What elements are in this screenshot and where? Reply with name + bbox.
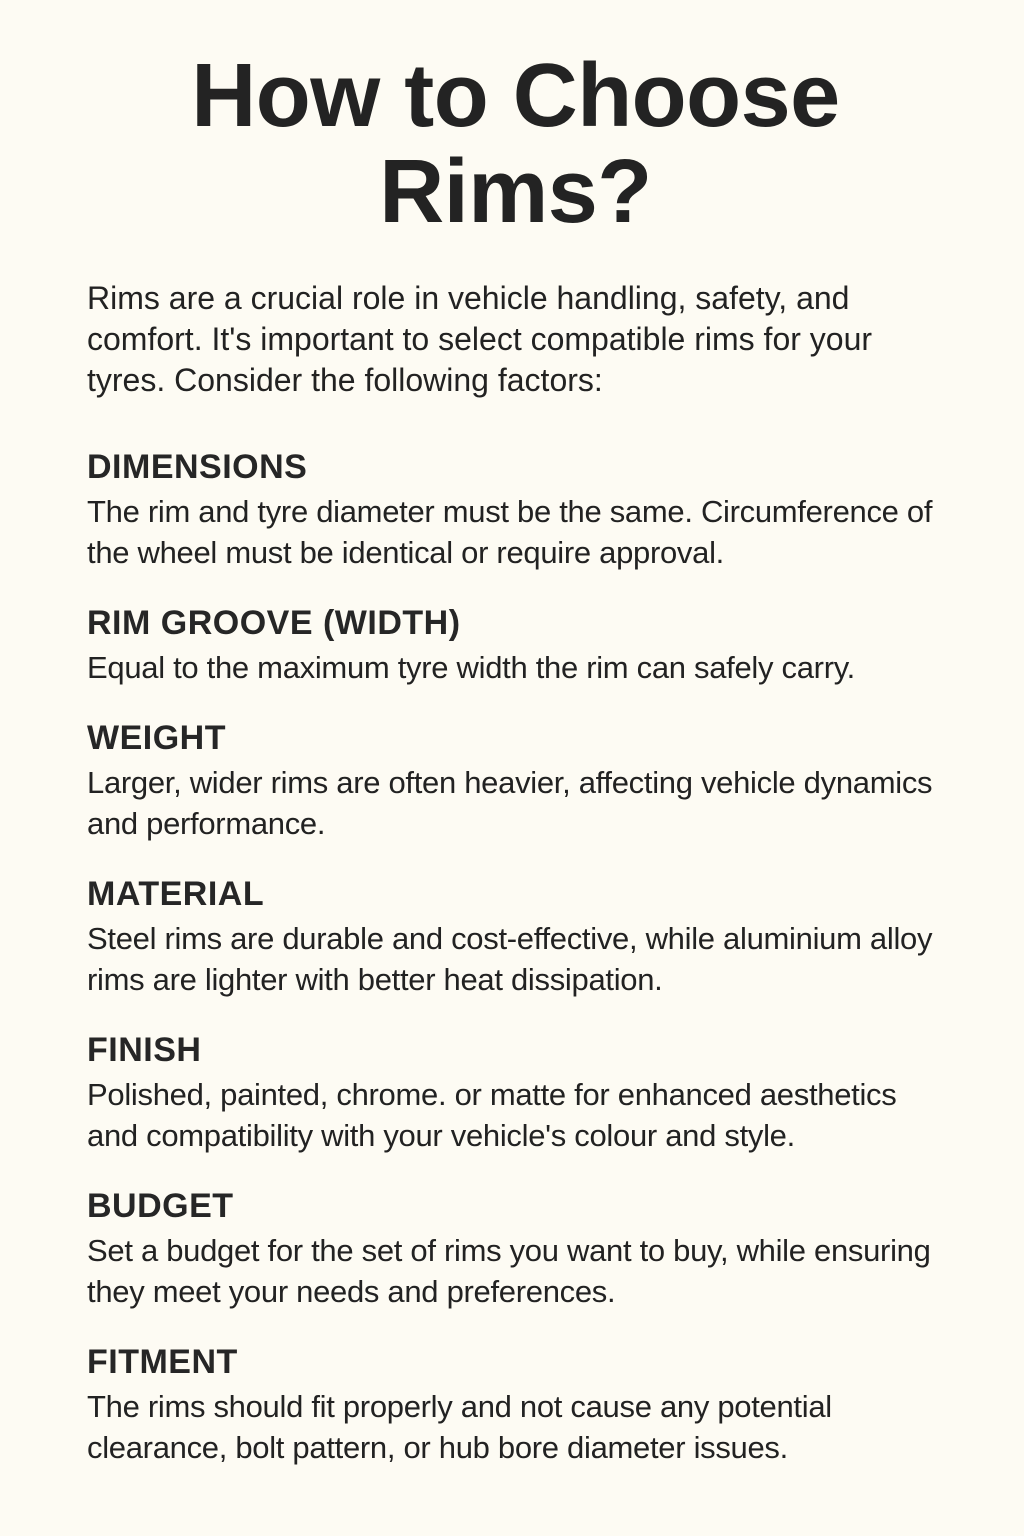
- section-heading: DIMENSIONS: [87, 448, 308, 486]
- section-fitment: [87, 1342, 944, 1468]
- section-heading: BUDGET: [87, 1187, 234, 1225]
- section-heading: WEIGHT: [87, 719, 226, 757]
- section-dimensions: [87, 447, 944, 573]
- section-body: The rim and tyre diameter must be the same. Circumference of the wheel must be identical or require approval.: [87, 494, 933, 570]
- section-body: Set a budget for the set of rims you want to buy, while ensuring they meet your needs and preferences.: [87, 1233, 931, 1309]
- section-body: Larger, wider rims are often heavier, affecting vehicle dynamics and performance.: [87, 765, 933, 841]
- section-heading: FITMENT: [87, 1343, 238, 1381]
- section-material: [87, 874, 944, 1000]
- section-finish: [87, 1030, 944, 1156]
- intro-paragraph: Rims are a crucial role in vehicle handling, safety, and comfort. It's important to select compatible rims for your tyres. Consider the following factors:: [87, 280, 873, 398]
- section-heading: RIM GROOVE (WIDTH): [87, 604, 461, 642]
- section-heading: MATERIAL: [87, 875, 265, 913]
- page-title: How to Choose Rims?: [191, 46, 840, 242]
- section-body: The rims should fit properly and not cause any potential clearance, bolt pattern, or hub bore diameter issues.: [87, 1389, 832, 1465]
- section-body: Polished, painted, chrome. or matte for enhanced aesthetics and compatibility with your vehicle's colour and style.: [87, 1077, 897, 1153]
- section-heading: FINISH: [87, 1031, 202, 1069]
- section-body: Equal to the maximum tyre width the rim can safely carry.: [87, 650, 855, 685]
- section-rim-groove: [87, 603, 944, 688]
- section-budget: [87, 1186, 944, 1312]
- section-body: Steel rims are durable and cost-effective, while aluminium alloy rims are lighter with better heat dissipation.: [87, 921, 933, 997]
- section-weight: [87, 718, 944, 844]
